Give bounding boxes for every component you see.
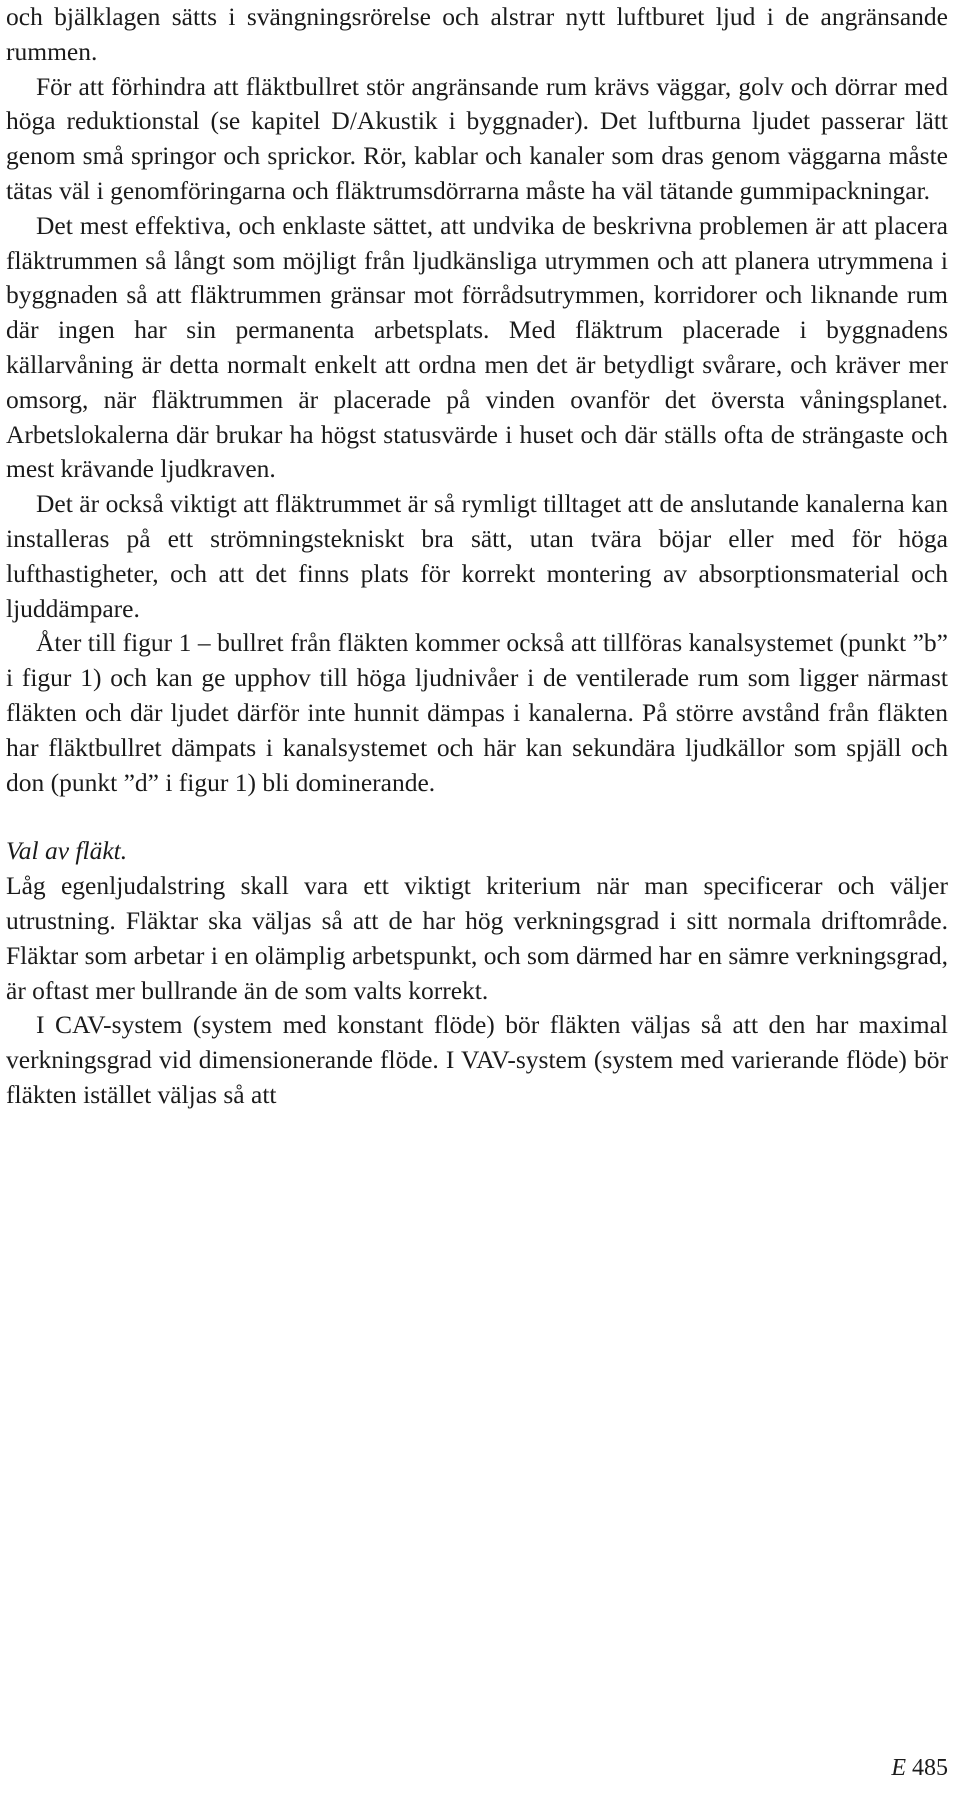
paragraph: Åter till figur 1 – bullret från fläkten kommer också att tillföras kanalsystemet (punkt ”b” i figur 1) och kan ge upphov till höga ljudnivåer i de ventilerade rum som ligger närmast fläkten och där ljudet därför inte hunnit dämpas i kanalerna. På större avstånd från fläkten har fläktbullret dämpats i kanalsystemet och här kan sekundära ljudkällor som spjäll och don (punkt ”d” i figur 1) bli dominerande. xyxy=(6,628,948,797)
paragraph: Det mest effektiva, och enklaste sättet, att undvika de beskrivna problemen är att placera fläktrummen så långt som möjligt från ljudkänsliga utrymmen och att planera utrymmena i byggnaden så att fläktrummen gränsar mot förrådsutrymmen, korridorer och liknande rum där ingen har sin permanenta arbetsplats. Med fläktrum placerade i byggnadens källarvåning är detta normalt enkelt att ordna men det är betydligt svårare, och kräver mer omsorg, när fläktrummen är placerade på vinden ovanför det översta våningsplanet. Arbetslokalerna där brukar ha högst statusvärde i huset och där ställs ofta de strängaste och mest krävande ljudkraven. xyxy=(6,210,948,484)
folio-section-letter: E xyxy=(891,1755,906,1781)
section-heading: Val av fläkt. xyxy=(6,836,128,866)
paragraph: För att förhindra att fläktbullret stör angränsande rum krävs väggar, golv och dörrar med höga reduktionstal (se kapitel D/Akustik i byggnader). Det luftburna ljudet passerar lätt genom små springor och sprickor. Rör, kablar och kanaler som dras genom väggarna måste tätas väl i genomföringarna och fläktrumsdörrarna måste ha väl tätande gummipackningar. xyxy=(6,71,948,205)
section-paragraph: I CAV-system (system med konstant flöde) bör fläkten väljas så att den har maximal verkningsgrad vid dimensionerande flöde. I VAV-system (system med varierande flöde) bör fläkten istället väljas så att xyxy=(6,1010,948,1109)
page-folio xyxy=(891,1755,948,1782)
paragraph: Det är också viktigt att fläktrummet är så rymligt tilltaget att de anslutande kanalerna kan installeras på ett strömningstekniskt bra sätt, utan tvära böjar eller med för höga lufthastigheter, och att det finns plats för korrekt montering av absorptionsmaterial och ljuddämpare. xyxy=(6,489,948,623)
section-paragraph: Låg egenljudalstring skall vara ett viktigt kriterium när man specificerar och väljer utrustning. Fläktar ska väljas så att de har hög verkningsgrad i sitt normala driftområde. Fläktar som arbetar i en olämplig arbetspunkt, och som därmed har en sämre verkningsgrad, är oftast mer bullrande än de som valts korrekt. xyxy=(6,871,948,1005)
paragraph-continued: och bjälklagen sätts i svängningsrörelse och alstrar nytt luftburet ljud i de angränsande rummen. xyxy=(6,2,948,66)
document-page xyxy=(6,0,948,1113)
folio-page-number: 485 xyxy=(912,1755,948,1781)
